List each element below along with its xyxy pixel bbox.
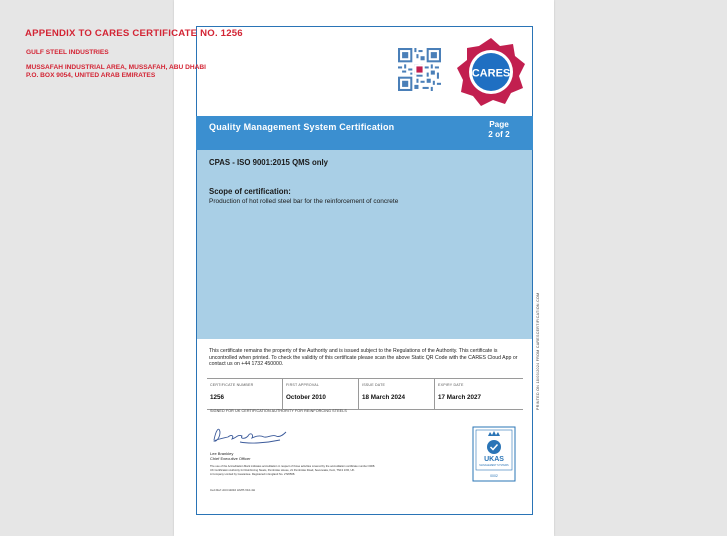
- qr-code: [398, 47, 441, 92]
- ukas-text: UKAS: [484, 456, 504, 463]
- date-value: 1256: [210, 394, 225, 401]
- scope-box: [196, 150, 533, 339]
- page-value: 2 of 2: [488, 130, 510, 139]
- signer-block: [210, 451, 251, 461]
- date-label: CERTIFICATE NUMBER: [210, 383, 254, 387]
- page-indicator: [477, 120, 521, 140]
- legal-line: A Company Limited by Guarantee. Registered in England No. 2726568.: [210, 472, 296, 476]
- page-label: Page: [489, 120, 509, 129]
- signature: [210, 422, 290, 448]
- date-value: 17 March 2027: [438, 394, 482, 401]
- ukas-number: 0002: [490, 474, 498, 478]
- print-source-text: PRINTED ON 18/03/2024 FROM CARESCERTIFICATION.COM: [536, 292, 540, 410]
- legal-notes: [210, 465, 450, 477]
- legal-line: The use of the Accreditation Mark indicates accreditation in respect of those activities covered by the accreditation certificate number 0008.: [210, 465, 376, 468]
- cares-logo: [455, 36, 527, 108]
- dates-row: [207, 378, 523, 410]
- date-cell-expiry-date: [435, 379, 523, 409]
- address-line-1: MUSSAFAH INDUSTRIAL AREA, MUSSAFAH, ABU DHABI: [26, 64, 206, 71]
- scope-text: Production of hot rolled steel bar for the reinforcement of concrete: [209, 198, 399, 205]
- signed-for-text: SIGNED FOR UK CERTIFICATION AUTHORITY FOR REINFORCING STEELS: [210, 409, 347, 413]
- date-value: 18 March 2024: [362, 394, 406, 401]
- ukas-subtext: MANAGEMENT SYSTEMS: [479, 464, 509, 467]
- date-value: October 2010: [286, 394, 326, 401]
- company-name: GULF STEEL INDUSTRIES: [26, 49, 109, 56]
- date-label: FIRST APPROVAL: [286, 383, 320, 387]
- date-cell-issue-date: [359, 379, 435, 409]
- standard-title: CPAS - ISO 9001:2015 QMS only: [209, 158, 329, 167]
- signer-title: Chief Executive Officer: [210, 456, 251, 461]
- legal-line: UK Certification Authority for Reinforcing Steels, Pembroke House, 21 Pembroke Road, Sevenoaks, Kent, TN13 1XR, UK.: [210, 468, 355, 472]
- cert-reference: Cert Ref: ACC11010 LIMIT-V10-4H: [210, 488, 255, 492]
- signer-name: Lee Brankley: [210, 451, 234, 456]
- appendix-title: APPENDIX TO CARES CERTIFICATE NO. 1256: [25, 28, 243, 39]
- ukas-mark: [472, 426, 516, 482]
- logo-text: CARES: [471, 67, 511, 80]
- date-cell-certificate-number: [207, 379, 283, 409]
- date-label: EXPIRY DATE: [438, 383, 464, 387]
- address-line-2: P.O. BOX 9054, UNITED ARAB EMIRATES: [26, 72, 156, 79]
- validity-notice: This certificate remains the property of the Authority and is issued subject to the Regulations of the Authority. This certificate is uncontrolled when printed. To check the validity of this certificate please scan the above Static QR Code with the CARES Cloud App or contact us on +44 1732 450000.: [209, 348, 518, 368]
- date-label: ISSUE DATE: [362, 383, 386, 387]
- scope-heading: Scope of certification:: [209, 187, 291, 196]
- date-cell-first-approval: [283, 379, 359, 409]
- checkmark-badge-icon: [487, 440, 501, 454]
- band-title: Quality Management System Certification: [209, 122, 395, 132]
